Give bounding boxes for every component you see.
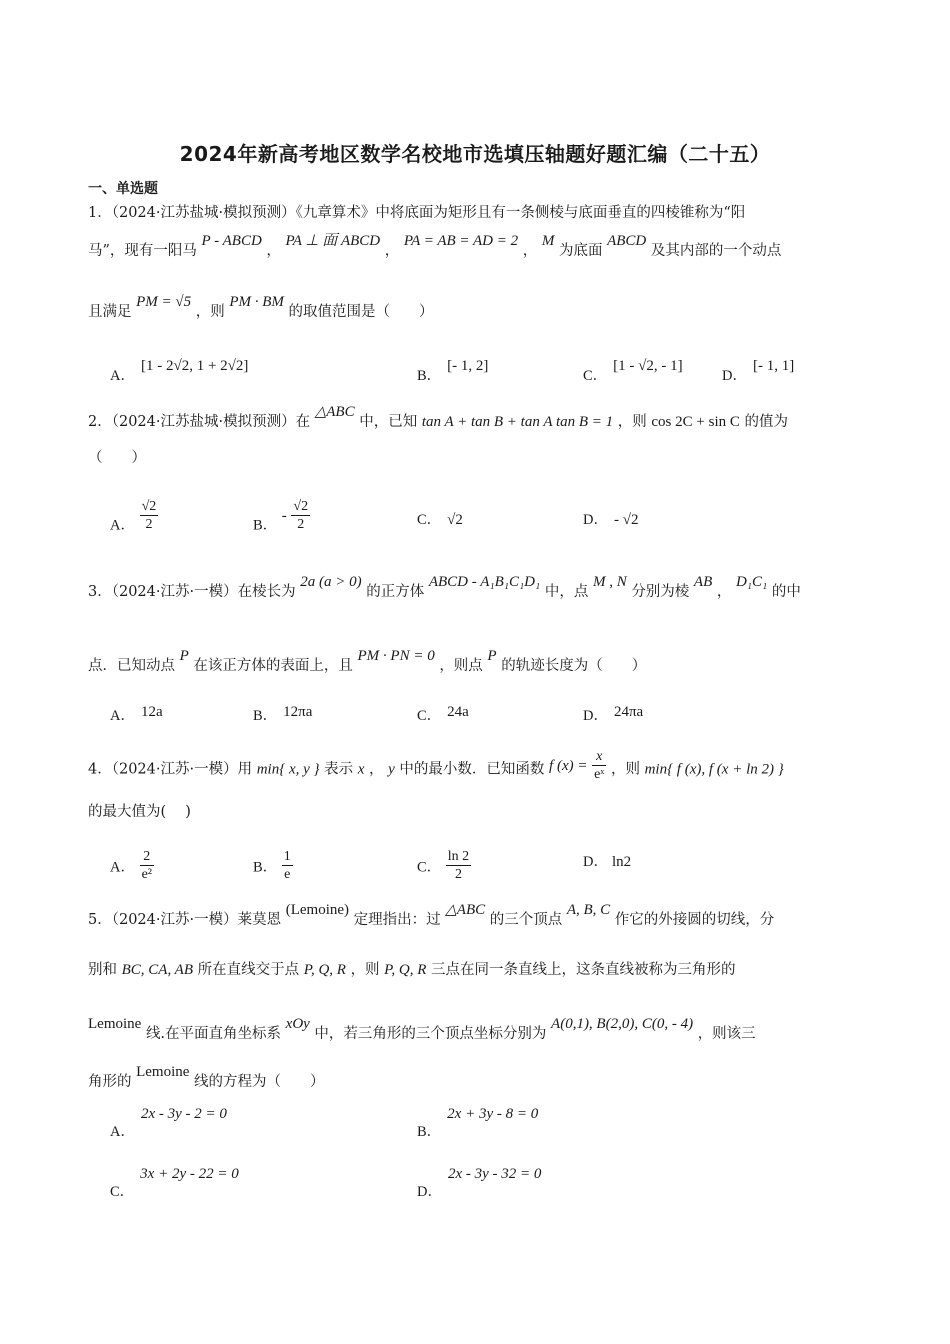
q1-line-1: 1．（2024·江苏盐城·模拟预测）《九章算术》中将底面为矩形且有一条侧棱与底面垂直的四棱锥称为“阳 [88,205,746,221]
text: 中，已知 [359,414,418,430]
fraction [140,498,159,533]
q5-option-a[interactable] [110,1106,227,1141]
text: 5．（2024·江苏·一模）莱莫恩 [88,912,282,928]
q2-option-a[interactable] [110,499,158,543]
q3-option-c[interactable] [417,704,469,725]
text: 三点在同一条直线上，这条直线被称为三角形的 [431,962,736,978]
math: P, Q, R [384,962,427,978]
numerator: √2 [293,499,309,514]
q4-option-c[interactable] [417,850,471,885]
option-value: 12a [140,704,163,720]
text: ，则 [610,761,640,778]
option-label: C． [417,859,442,876]
text: 点．已知动点 [88,658,175,674]
math: M , N [592,574,627,590]
text: ， [522,243,538,259]
q3-line-1 [88,574,801,602]
numerator: x [592,748,606,766]
q1-option-a[interactable] [110,358,249,385]
q5-line-2 [88,960,736,980]
text: 的轨迹长度为（ ） [501,658,647,674]
option-label: A． [110,859,135,876]
text: ，则 [617,414,647,430]
fraction [291,498,310,533]
math: AB [693,574,713,590]
text: 在该正方体的表面上，且 [193,658,353,674]
text: 中的最小数．已知函数 [399,761,545,778]
option-label: B． [417,368,442,384]
math: △ABC [445,902,486,918]
page-title: 2024年新高考地区数学名校地市选填压轴题好题汇编（二十五） [179,142,771,166]
q5-option-b[interactable] [417,1106,539,1141]
denominator: 2 [145,517,153,532]
option-label: C． [583,368,608,384]
denominator: e² [141,867,153,882]
option-value: [- 1, 2] [447,358,489,374]
text: 马”，现有一阳马 [88,243,197,259]
text: 线.在平面直角坐标系 [145,1026,282,1042]
option-label: D． [417,1184,442,1200]
q1-option-c[interactable] [583,358,683,385]
q5-option-c[interactable] [110,1166,239,1201]
math: min{ f (x), f (x + ln 2) } [644,761,784,778]
math: cos 2C + sin C [651,414,740,430]
option-label: B． [253,708,278,724]
q2-option-b[interactable] [253,499,310,543]
text: 为底面 [558,243,603,259]
numerator: 2 [140,848,154,866]
text: ， [716,584,732,600]
math: PM · BM [229,294,284,310]
option-value: [1 - 2√2, 1 + 2√2] [140,358,249,374]
math: ABCD - A₁B₁C₁D₁ [428,574,541,590]
q1-line-2 [88,233,782,261]
text: 且满足 [88,304,132,320]
option-value: 24a [447,704,469,720]
math: min{ x, y } [256,761,320,778]
numerator: ln 2 [447,849,470,864]
text: 表示 [324,761,354,778]
q1-option-b[interactable] [417,358,489,385]
math: P - ABCD [201,233,262,249]
math: PA = AB = AD = 2 [403,233,519,249]
option-label: D． [583,708,608,724]
option-label: D． [722,368,747,384]
math: M [541,233,555,249]
option-value: 2x - 3y - 2 = 0 [140,1106,227,1122]
option-label: B． [253,517,278,534]
math: xOy [285,1016,310,1032]
q1-line-3 [88,294,434,322]
option-value: ln2 [611,854,632,870]
option-label: A． [110,1124,135,1140]
option-value: 12πa [283,704,313,720]
q2-line-2: （ ） [88,450,146,466]
q4-line-1 [88,749,784,787]
math: y [388,761,395,778]
text: ，则 [195,304,225,320]
option-label: A． [110,708,135,724]
text: 的正方体 [366,584,425,600]
option-label: C． [417,708,442,724]
text: ， [369,761,384,778]
q2-line-1 [88,404,788,432]
math: Lemoine [88,1016,142,1032]
q3-option-b[interactable] [253,704,312,725]
q1-option-d[interactable] [722,358,795,385]
text: 定理指出：过 [353,912,441,928]
denominator: eˣ [594,767,605,782]
math: P [487,648,497,664]
option-label: D． [583,512,608,528]
q4-line-2: 的最大值为( ) [88,804,191,820]
text: 线的方程为（ ） [194,1074,325,1090]
option-value: 3x + 2y - 22 = 0 [140,1166,239,1182]
q5-line-4 [88,1064,325,1092]
option-label: B． [417,1124,442,1140]
fraction [140,848,154,883]
denominator: 2 [297,517,305,532]
fraction [282,848,293,883]
denominator: 2 [454,867,462,882]
q4-option-b[interactable] [253,850,293,885]
q4-option-d[interactable] [583,850,631,871]
q2-option-c[interactable] [417,508,463,529]
fraction [446,848,471,883]
text: 3．（2024·江苏·一模）在棱长为 [88,584,296,600]
denominator: e [284,867,291,882]
q3-option-d[interactable] [583,704,643,725]
math: P, Q, R [303,962,346,978]
math: P [179,648,189,664]
minus-sign: - [281,507,287,524]
text: ， [384,243,400,259]
math: ABCD [607,233,647,249]
math: PM = √5 [136,294,192,310]
math: x [357,761,365,778]
text: ，则 [350,962,380,978]
option-label: D． [583,854,608,870]
text: 2．（2024·江苏盐城·模拟预测）在 [88,414,311,430]
option-label: C． [417,512,442,528]
option-value: - √2 [613,512,639,528]
q4-option-a[interactable] [110,850,154,885]
text: 中，点 [544,584,589,600]
text: 4．（2024·江苏·一模）用 [88,761,253,778]
math: Lemoine [136,1064,190,1080]
math: f (x) = [549,757,588,774]
option-value: 24πa [613,704,644,720]
math: PM · PN = 0 [357,648,435,664]
option-label: C． [110,1184,135,1200]
option-value: [1 - √2, - 1] [613,358,683,374]
math: △ABC [314,404,355,420]
q5-option-d[interactable] [417,1166,542,1201]
fraction [592,748,606,783]
text: 的值为 [744,414,788,430]
option-value: √2 [447,512,463,528]
text: 及其内部的一个动点 [650,243,782,259]
q5-line-3 [88,1016,756,1044]
numerator: √2 [141,499,157,514]
text: 作它的外接圆的切线，分 [614,912,775,928]
text: 的取值范围是（ ） [288,304,434,320]
text: ，则该三 [697,1026,756,1042]
math: A(0,1), B(2,0), C(0, - 4) [551,1016,694,1032]
text: 的中 [771,584,801,600]
section-heading: 一、单选题 [88,181,158,197]
q2-option-d[interactable] [583,508,638,529]
text: 角形的 [88,1074,132,1090]
math: PA ⊥ 面 ABCD [285,233,381,249]
q5-line-1 [88,902,775,930]
math: tan A + tan B + tan A tan B = 1 [421,414,614,430]
text: 的三个顶点 [489,912,563,928]
q3-line-2 [88,648,647,676]
text: 别和 [88,962,117,978]
math: A, B, C [566,902,611,918]
option-value: [- 1, 1] [752,358,795,374]
option-value: 2x - 3y - 32 = 0 [447,1166,542,1182]
math: BC, CA, AB [121,962,193,978]
option-value: 2x + 3y - 8 = 0 [447,1106,539,1122]
option-label: B． [253,859,278,876]
math: 2a (a > 0) [300,574,362,590]
text: ， [266,243,281,259]
text: ，则点 [439,658,483,674]
math: (Lemoine) [285,902,350,918]
text: 分别为棱 [631,584,690,600]
q3-option-a[interactable] [110,704,163,725]
text: 中，若三角形的三个顶点坐标分别为 [314,1026,547,1042]
option-label: A． [110,368,135,384]
numerator: 1 [283,849,291,864]
text: 所在直线交于点 [197,962,300,978]
math: D₁C₁ [735,574,768,590]
option-label: A． [110,517,135,534]
